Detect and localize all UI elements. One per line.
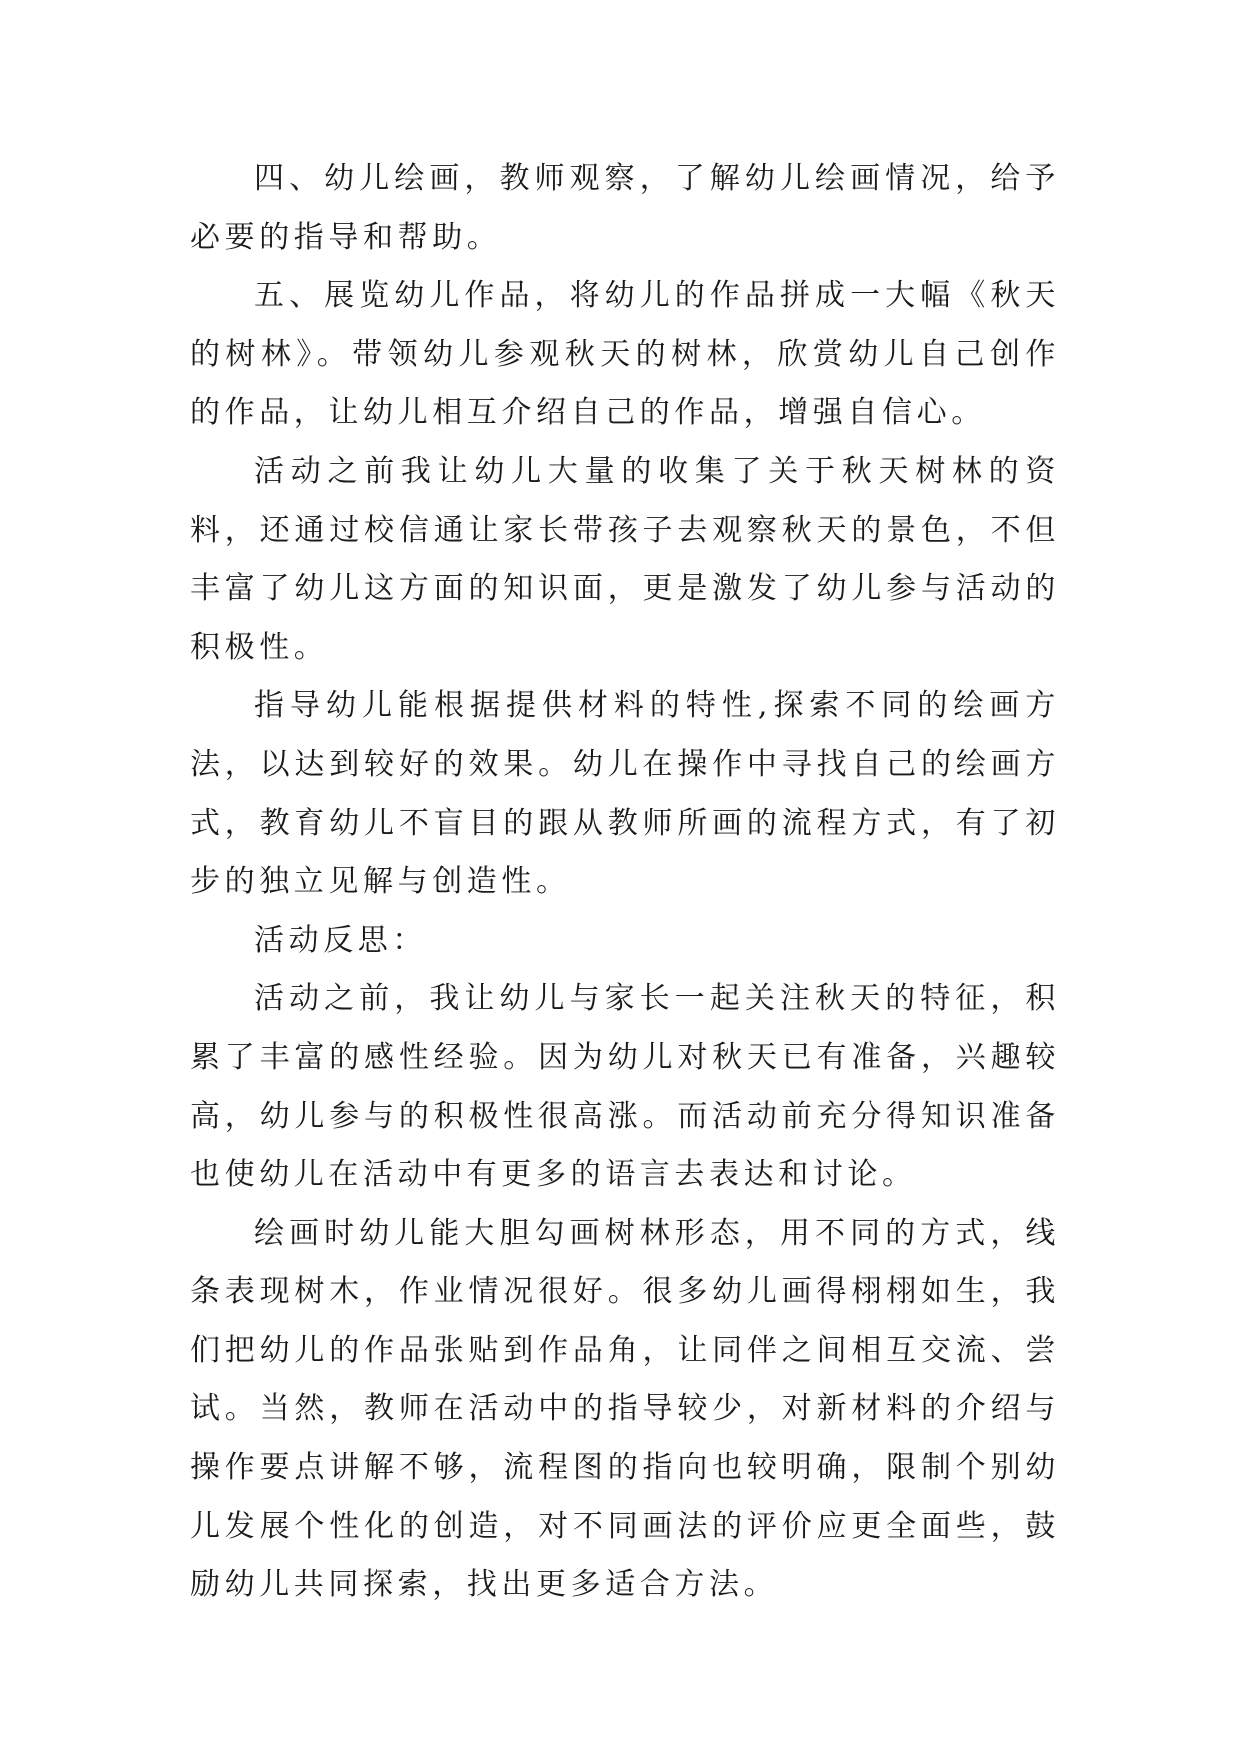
paragraph-step-five: 五、展览幼儿作品，将幼儿的作品拼成一大幅《秋天的树林》。带领幼儿参观秋天的树林，欣赏幼儿自己创作的作品，让幼儿相互介绍自己的作品，增强自信心。	[190, 278, 1060, 431]
paragraph-reflection-one: 活动之前，我让幼儿与家长一起关注秋天的特征，积累了丰富的感性经验。因为幼儿对秋天已有准备，兴趣较高，幼儿参与的积极性很高涨。而活动前充分得知识准备也使幼儿在活动中有更多的语言去表达和讨论。	[190, 981, 1060, 1193]
paragraph-reflection-two: 绘画时幼儿能大胆勾画树林形态，用不同的方式，线条表现树木，作业情况很好。很多幼儿画得栩栩如生，我们把幼儿的作品张贴到作品角，让同伴之间相互交流、尝试。当然，教师在活动中的指导较少，对新材料的介绍与操作要点讲解不够，流程图的指向也较明确，限制个别幼儿发展个性化的创造，对不同画法的评价应更全面些，鼓励幼儿共同探索，找出更多适合方法。	[190, 1215, 1060, 1603]
paragraph-guidance: 指导幼儿能根据提供材料的特性,探索不同的绘画方法，以达到较好的效果。幼儿在操作中寻找自己的绘画方式，教育幼儿不盲目的跟从教师所画的流程方式，有了初步的独立见解与创造性。	[190, 688, 1060, 900]
document-page	[190, 150, 1060, 1615]
paragraph-step-four: 四、幼儿绘画，教师观察，了解幼儿绘画情况，给予必要的指导和帮助。	[190, 161, 1060, 255]
paragraph-preparation: 活动之前我让幼儿大量的收集了关于秋天树林的资料，还通过校信通让家长带孩子去观察秋天的景色，不但丰富了幼儿这方面的知识面，更是激发了幼儿参与活动的积极性。	[190, 453, 1060, 665]
section-heading-reflection: 活动反思：	[254, 922, 427, 958]
